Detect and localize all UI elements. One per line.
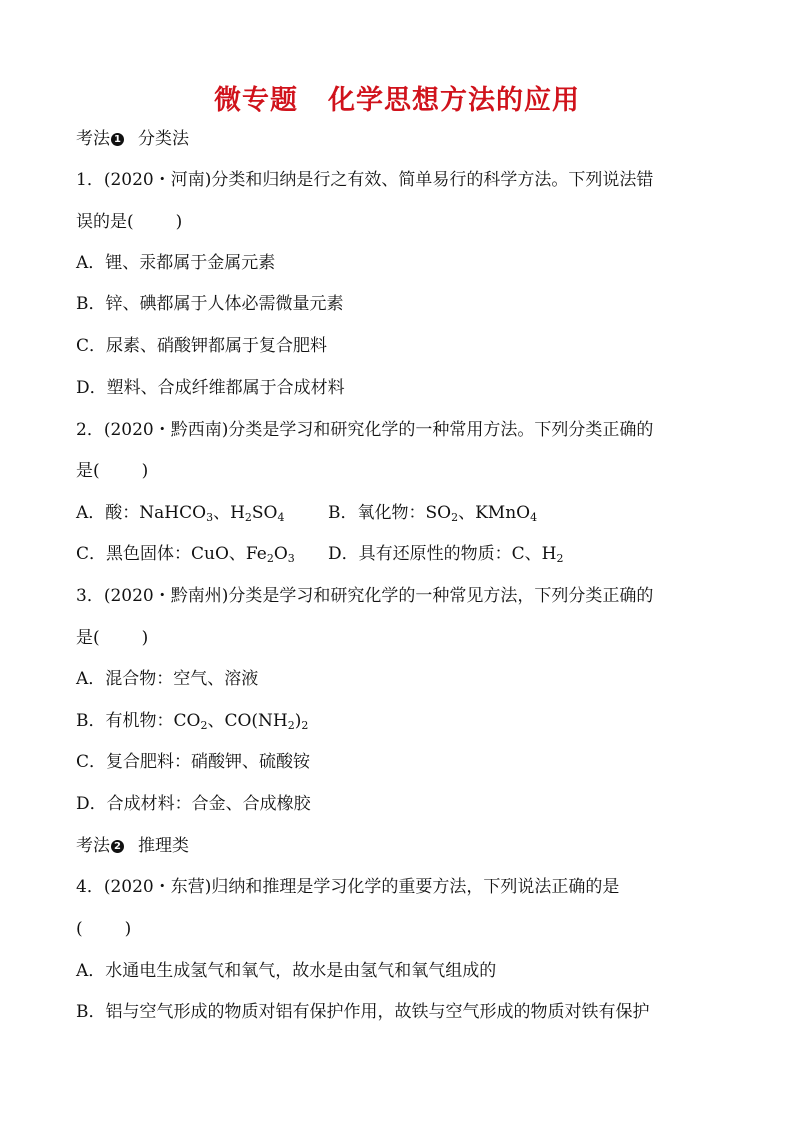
q3-option-d: D．合成材料：合金、合成橡胶 (76, 794, 311, 814)
q3-option-a: A．混合物：空气、溶液 (76, 669, 259, 689)
title-left: 微专题 (214, 85, 298, 116)
q4-stem-line1: 4．(2020・东营)归纳和推理是学习化学的重要方法，下列说法正确的是 (76, 877, 620, 897)
q1-option-b: B．锌、碘都属于人体必需微量元素 (76, 294, 344, 314)
q4-option-b: B．铝与空气形成的物质对铝有保护作用，故铁与空气形成的物质对铁有保护 (76, 1002, 650, 1022)
q3-option-b: B．有机物：$CO_2$、$CO(NH_2)_2$ (76, 711, 309, 732)
q2-option-b: B．氧化物：$SO_2$、KMnO$_4$ (328, 503, 538, 524)
page-title (0, 78, 794, 117)
q2-option-d: D．具有还原性的物质：C、$H_2$ (328, 544, 564, 565)
q4-stem-line2: ( ) (76, 919, 132, 939)
section-number-badge: 1 (111, 133, 124, 146)
q4-option-a: A．水通电生成氢气和氧气，故水是由氢气和氧气组成的 (76, 961, 497, 981)
q2-option-a: A．酸：NaHCO$_3$、$H_2SO_4$ (76, 503, 285, 524)
section-heading-1: 考法 1 分类法 (76, 129, 189, 149)
section-heading-2: 考法 2 推理类 (76, 836, 189, 856)
q1-option-c: C．尿素、硝酸钾都属于复合肥料 (76, 336, 328, 356)
q1-stem-line2: 误的是( ) (76, 212, 183, 232)
q2-stem-line1: 2．(2020・黔西南)分类是学习和研究化学的一种常用方法。下列分类正确的 (76, 420, 654, 440)
q1-option-a: A．锂、汞都属于金属元素 (76, 253, 276, 273)
section-number-badge: 2 (111, 840, 124, 853)
q2-option-c: C．黑色固体：CuO、$Fe_2O_3$ (76, 544, 295, 565)
q2-stem-line2: 是( ) (76, 461, 149, 481)
q1-option-d: D．塑料、合成纤维都属于合成材料 (76, 378, 345, 398)
q1-stem-line1: 1．(2020・河南)分类和归纳是行之有效、简单易行的科学方法。下列说法错 (76, 170, 654, 190)
q3-stem-line1: 3．(2020・黔南州)分类是学习和研究化学的一种常见方法，下列分类正确的 (76, 586, 654, 606)
q3-option-c: C．复合肥料：硝酸钾、硫酸铵 (76, 752, 311, 772)
q3-stem-line2: 是( ) (76, 628, 149, 648)
title-right: 化学思想方法的应用 (328, 85, 580, 116)
